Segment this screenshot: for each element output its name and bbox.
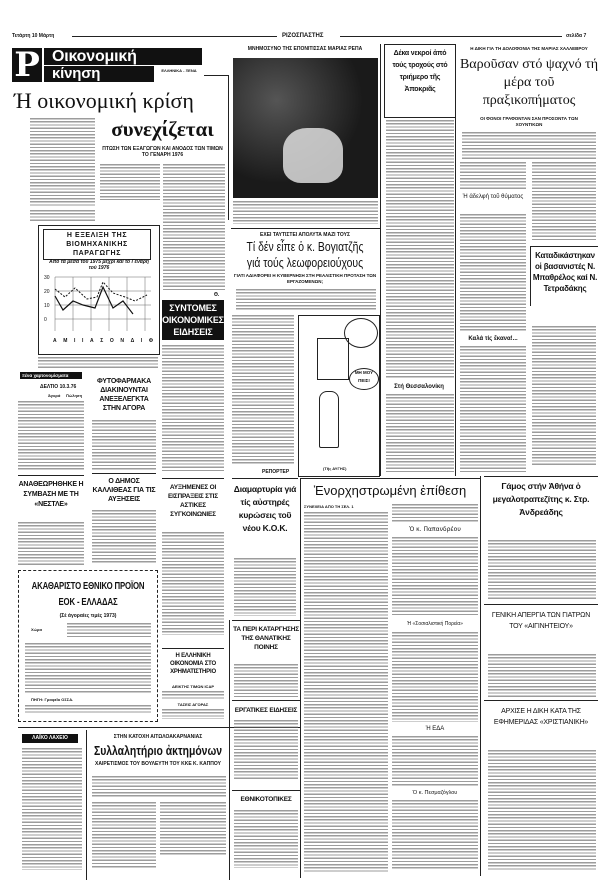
col-sell: Πώληση <box>66 393 83 398</box>
christianiki-headline: ΑΡΧΙΣΕ Η ΔΙΚΗ ΚΑΤΑ ΤΗΣ ΕΦΗΜΕΡΙΔΑΣ «ΧΡΙΣΤΙΑΝΙΚΗ» <box>493 708 589 726</box>
brief-title: ΤΑ ΠΕΡΙ ΚΑΤΑΡΓΗΣΗΣ ΤΗΣ ΘΑΝΑΤΙΚΗΣ ΠΟΙΝΗΣ <box>233 626 299 651</box>
attack-body <box>392 736 478 786</box>
short-news-title: ΣΥΝΤΟΜΕΣ ΟΙΚΟΝΟΜΙΚΕΣ ΕΙΔΗΣΕΙΣ <box>162 300 224 340</box>
x-tick: Ι <box>140 338 143 344</box>
article-title: ΑΥΞΗΜΕΝΕΣ ΟΙ ΕΙΣΠΡΑΞΕΙΣ ΣΤΙΣ ΑΣΤΙΚΕΣ ΣΥΓΚΟΙΝΩΝΙΕΣ <box>168 484 218 518</box>
x-tick: Ι <box>82 338 84 344</box>
section-tag: ΕΛΛΗΝΙΚΑ - ΞΕΝΑ <box>161 68 197 73</box>
kok-body <box>234 558 296 616</box>
attack-body <box>392 504 478 522</box>
industrial-production-box <box>38 225 160 355</box>
gdp-note <box>25 705 151 714</box>
stock-index: ΔΕΙΚΤΗΣ ΤΙΜΩΝ ICAP <box>171 684 215 689</box>
christianiki-body <box>488 750 596 870</box>
col-buy: Άγορά <box>48 393 61 398</box>
stock-trends: ΤΑΣΕΙΣ ΑΓΟΡΑΣ <box>177 702 209 707</box>
brief-title: ΕΡΓΑΤΙΚΕΣ ΕΙΔΗΣΕΙΣ <box>234 707 298 714</box>
attack-continued: ΣΥΝΕΧΕΙΑ ΑΠΟ ΤΗ ΣΕΛ. 1 <box>304 504 354 509</box>
gdp-subtitle: (Σέ άγοραίες τιμές 1973) <box>59 613 117 619</box>
lead-body <box>30 118 95 206</box>
doctors-body <box>488 654 596 698</box>
stock-values <box>162 691 224 699</box>
lead-body <box>163 164 225 290</box>
attack-body <box>392 537 478 617</box>
memorial-photo <box>233 58 378 198</box>
currency-bulletin: ΔΕΛΤΙΟ 10.3.76 <box>40 384 77 390</box>
lead-signature: Θ. <box>214 292 220 298</box>
trial-subhead-2: Ἡ ἀδελφή τοῦ θύματος <box>462 194 524 200</box>
lead-headline: Ή οικονομική κρίση <box>14 88 194 113</box>
y-tick: 10 <box>44 303 50 309</box>
attack-body <box>392 800 478 870</box>
trial-body <box>460 162 526 190</box>
rally-kicker: ΣΤΗΝ ΚΑΤΟΧΗ ΑΙΤΩΛΟΑΚΑΡΝΑΝΙΑΣ <box>113 734 203 740</box>
lottery-label: ΛΑΪΚΟ ΛΑΧΕΙΟ <box>22 734 78 743</box>
speech-bubble <box>344 318 378 348</box>
x-tick: Α <box>53 338 57 344</box>
torturers-headline: Καταδικάστηκαν οἱ βασανιστές Ν. Μπαθρέλος καί Ν. Τετραδάκης <box>532 251 598 293</box>
torturers-body <box>532 326 596 466</box>
attack-body <box>304 512 388 872</box>
gdp-source: ΠΗΓΗ: Γραφεῖο ΟΣΣΑ. <box>31 697 74 702</box>
section-title: Οικονομική <box>44 48 202 65</box>
kok-headline: Διαμαρτυρία γιά τίς αὐστηρές κυρώσεις τοῦ νέου Κ.Ο.Κ. <box>233 484 297 533</box>
cartoon-credit: (Τῆς ΑΥΓΗΣ) <box>323 466 347 471</box>
bus-subhead: ΓΙΑΤΙ ΑΔΙΑΦΟΡΕΙ Η ΚΥΒΕΡΝΗΣΗ ΣΤΗ ΡΕΑΛΙΣΤΙΚΗ ΠΡΟΤΑΣΗ ΤΩΝ ΕΡΓΑΖΟΜΕΝΩΝ; <box>233 273 377 284</box>
trial-body <box>462 132 596 160</box>
stock-title: Η ΕΛΛΗΝΙΚΗ ΟΙΚΟΝΟΜΙΑ ΣΤΟ ΧΡΗΜΑΤΙΣΤΗΡΙΟ <box>170 653 216 675</box>
attack-subhead: Ἡ ΕΔΑ <box>425 726 445 732</box>
cartoon-window <box>317 338 349 380</box>
gdp-col-country: Χώρα <box>31 627 42 632</box>
photo-figure <box>283 128 343 183</box>
currency-label: Ξένα χαρτονομίσματα <box>20 372 82 379</box>
memorial-kicker: ΜΝΗΜΟΣΥΝΟ ΤΗΣ ΕΠΟΝΙΤΙΣΣΑΣ ΜΑΡΙΑΣ ΡΕΠΑ <box>247 46 363 52</box>
rally-subhead: ΧΑΙΡΕΤΙΣΜΟΣ ΤΟΥ ΒΟΥΛΕΥΤΗ ΤΟΥ ΚΚΕ Κ. ΚΑΠΠΟΥ <box>95 761 221 767</box>
bus-body <box>236 289 376 311</box>
x-tick: Μ <box>63 338 68 344</box>
issue-date: Τετάρτη 10 Μάρτη <box>12 33 55 39</box>
accidents-box <box>384 44 456 118</box>
section-subtitle: κίνηση <box>44 66 154 82</box>
short-news-body <box>162 345 224 473</box>
article-body <box>92 510 156 564</box>
trial-body <box>460 346 526 474</box>
currency-table <box>18 401 84 471</box>
rally-body <box>92 802 156 868</box>
rally-headline: Συλλαλητήριο ἀκτημόνων <box>93 743 223 758</box>
trial-subhead-3: Καλά τίς ἔκανα!... <box>468 336 518 342</box>
bus-signature: ΡΕΠΟΡΤΕΡ <box>262 469 290 475</box>
gdp-col-headers <box>67 623 151 637</box>
brief-title: ΕΘΝΙΚΟΤΟΠΙΚΕΣ <box>240 796 292 803</box>
photo-caption <box>233 201 378 224</box>
attack-subhead: Ἡ «Σοσιαλιστική Πορεία» <box>407 621 463 627</box>
article-body <box>18 522 84 565</box>
gdp-table-rows <box>25 643 151 693</box>
attack-body <box>392 632 478 722</box>
attack-headline: Ἐνορχηστρωμένη ἐπίθεση <box>313 483 467 498</box>
bus-kicker: ΕΧΕΙ ΤΑΥΤΙΣΤΕΙ ΑΠΟΛΥΤΑ ΜΑΖΙ ΤΟΥΣ <box>260 232 350 238</box>
article-body <box>162 532 224 635</box>
rally-body <box>160 802 226 856</box>
brief-body <box>234 664 298 697</box>
y-tick: 30 <box>44 275 50 281</box>
gdp-title: ΑΚΑΘΑΡΙΣΤΟ ΕΘΝΙΚΟ ΠΡΟΪΟΝ <box>31 581 145 592</box>
month-axis <box>53 338 153 344</box>
trial-subhead: ΟΙ ΦΟΝΟΙ ΓΡΑΦΟΝΤΑΝ ΣΑΝ ΠΡΟΣΟΝΤΑ ΤΩΝ ΧΟΥΝΤΙΚΩΝ <box>480 116 578 127</box>
brief-body <box>234 810 298 868</box>
x-tick: Δ <box>130 338 135 344</box>
article-title: Ο ΔΗΜΟΣ ΚΑΛΛΙΘΕΑΣ ΓΙΑ ΤΙΣ ΑΥΞΗΣΕΙΣ <box>92 478 156 503</box>
article-title: ΦΥΤΟΦΑΡΜΑΚΑ ΔΙΑΚΙΝΟΥΝΤΑΙ ΑΝΕΞΕΛΕΓΚΤΑ ΣΤΗΝ ΑΓΟΡΑ <box>97 378 151 412</box>
lottery-results <box>22 748 82 870</box>
x-tick: Φ <box>148 338 153 344</box>
y-tick: 20 <box>44 289 50 295</box>
section-logo-letter: Ρ <box>12 48 42 82</box>
chart-caption <box>38 357 158 368</box>
accidents-body <box>386 394 454 474</box>
doctors-headline: ΓΕΝΙΚΗ ΑΠΕΡΓΙΑ ΤΩΝ ΓΙΑΤΡΩΝ ΤΟΥ «ΑΙΓΙΝΗΤΕΙΟΥ» <box>491 612 591 630</box>
lead-body <box>30 210 95 222</box>
chart-title: Η ΕΞΕΛΙΞΗ ΤΗΣ ΒΙΟΜΗΧΑΝΙΚΗΣ ΠΑΡΑΓΩΓΗΣ <box>43 229 151 260</box>
wedding-headline: Γάμος στήν Ἀθήνα ὁ μεγαλοτραπεζίτης κ. Στρ. Ἀνδρεάδης <box>492 481 590 517</box>
bus-headline: Τί δέν εἶπε ὁ κ. Βογιατζῆς <box>246 239 364 254</box>
wedding-body <box>488 540 596 600</box>
bus-body <box>232 315 294 465</box>
x-tick: Α <box>90 338 94 344</box>
attack-subhead: Ὁ κ. Πεσμαζόγλου <box>412 790 458 796</box>
lead-subhead: ΠΤΩΣΗ ΤΩΝ ΕΞΑΓΩΓΩΝ ΚΑΙ ΑΝΟΔΟΣ ΤΩΝ ΤΙΜΩΝ ΤΟ ΓΕΝΑΡΗ 1976 <box>102 146 223 158</box>
x-tick: Ο <box>109 338 114 344</box>
bus-headline-2: γιά τούς λεωφορειούχους <box>246 255 364 270</box>
speech-bubble-2: ΜΗ ΜΟΥ ΠΕΙΣ! <box>349 368 379 390</box>
cartoon-figure <box>319 391 339 448</box>
lead-headline-cont: συνεχίζεται <box>111 117 214 141</box>
gdp-title-2: ΕΟΚ - ΕΛΛΑΔΑΣ <box>58 597 118 608</box>
accidents-headline: Δέκα νεκροί ἀπό τούς τροχούς στό τριήμερο τῆς Ἀποκριᾶς <box>392 50 448 93</box>
brief-body <box>234 720 298 780</box>
cartoon <box>298 315 380 477</box>
lead-body <box>100 164 160 200</box>
newspaper-name: ΡΙΖΟΣΠΑΣΤΗΣ <box>282 33 324 39</box>
stock-values <box>162 709 224 719</box>
accidents-body <box>386 120 454 378</box>
trial-body <box>460 214 526 332</box>
x-tick: Ι <box>74 338 76 344</box>
article-body <box>92 420 156 470</box>
trial-kicker: Η ΔΙΚΗ ΓΙΑ ΤΗ ΔΟΛΟΦΟΝΙΑ ΤΗΣ ΜΑΡΙΑΣ ΧΑΛΛΕΒΡΟΥ <box>470 46 588 51</box>
y-tick: 0 <box>44 317 47 323</box>
attack-subhead: Ὁ κ. Παπανδρέου <box>409 526 461 533</box>
production-chart <box>43 273 155 335</box>
trial-body <box>532 162 596 242</box>
accidents-subhead: Στή Θεσσαλονίκη <box>394 384 444 390</box>
x-tick: Σ <box>100 338 104 344</box>
gdp-table-box <box>18 570 158 722</box>
chart-subtitle: Από τά μέσα τού 1975 μέχρι καί τό Γενάρη τού 1976 <box>49 259 149 271</box>
page-number: σελίδα 7 <box>566 33 587 39</box>
x-tick: Ν <box>120 338 124 344</box>
rally-body <box>92 776 226 798</box>
article-title: ΑΝΑΘΕΩΡΗΘΗΚΕ Η ΣΥΜΒΑΣΗ ΜΕ ΤΗ «ΝΕΣΤΛΕ» <box>18 481 84 508</box>
trial-headline: Βαροῦσαν στό ψαχνό τή μέρα τοῦ πραξικοπήματος <box>459 57 599 108</box>
